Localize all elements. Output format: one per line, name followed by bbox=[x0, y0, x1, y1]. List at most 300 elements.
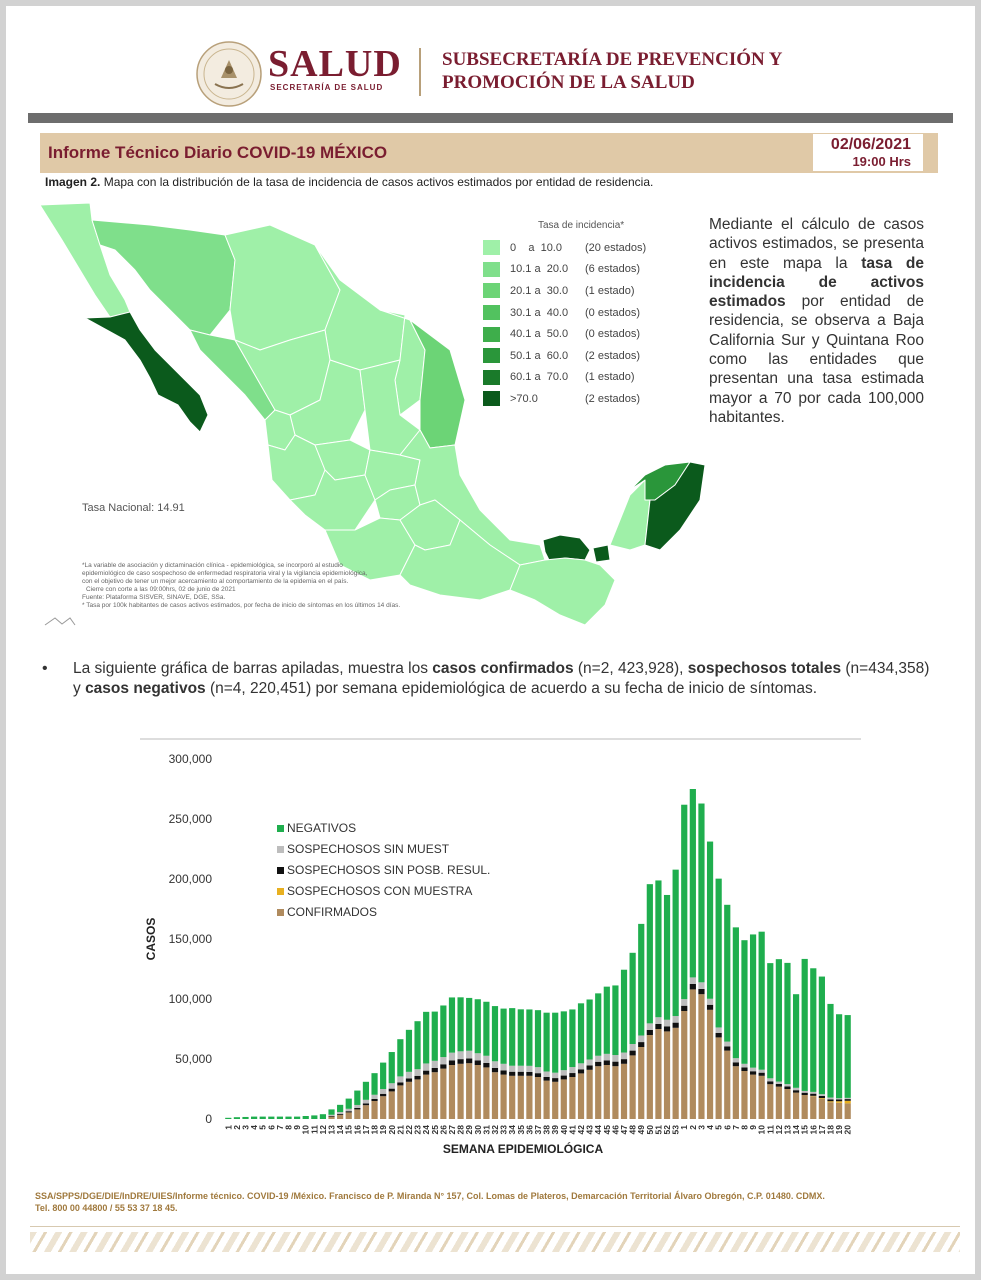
bar-segment bbox=[690, 984, 696, 989]
x-tick-label: 10 bbox=[300, 1125, 311, 1135]
bar-segment bbox=[733, 1062, 739, 1066]
bar-segment bbox=[509, 1076, 515, 1119]
chart-desc-text: (n=2, 423,928), bbox=[573, 660, 688, 677]
bar-segment bbox=[733, 1058, 739, 1062]
bar-segment bbox=[328, 1117, 334, 1119]
x-tick-label: 7 bbox=[730, 1125, 741, 1130]
legend-range: 50.1 a 60.0 bbox=[510, 349, 569, 362]
x-tick-label: 28 bbox=[455, 1125, 466, 1135]
bar-segment bbox=[363, 1100, 369, 1104]
bar-segment bbox=[260, 1117, 266, 1119]
x-tick-label: 17 bbox=[816, 1125, 827, 1135]
bar-segment bbox=[673, 1023, 679, 1028]
bar-segment bbox=[423, 1075, 429, 1119]
bar-segment bbox=[673, 1016, 679, 1023]
legend-swatch bbox=[483, 240, 500, 255]
bar-segment bbox=[311, 1115, 317, 1119]
bar-segment bbox=[621, 1053, 627, 1060]
bar-segment bbox=[432, 1061, 438, 1068]
bar-segment bbox=[544, 1071, 550, 1076]
bar-segment bbox=[612, 1055, 618, 1062]
legend-swatch bbox=[483, 305, 500, 320]
bar-segment bbox=[827, 1098, 833, 1100]
legend-row bbox=[483, 259, 646, 281]
bar-segment bbox=[810, 1092, 816, 1094]
x-tick-label: 47 bbox=[619, 1125, 630, 1135]
bar-segment bbox=[836, 1098, 842, 1099]
bar-segment bbox=[457, 1059, 463, 1064]
map-note: con el objetivo de tener un mejor acercamiento al comportamiento de la epidemia en el país. bbox=[82, 578, 349, 585]
bar-segment bbox=[741, 1071, 747, 1119]
x-tick-label: 32 bbox=[489, 1125, 500, 1135]
x-tick-label: 9 bbox=[292, 1125, 303, 1130]
bar-segment bbox=[664, 1026, 670, 1031]
bar-segment bbox=[621, 1059, 627, 1064]
bar-segment bbox=[328, 1115, 334, 1116]
x-tick-label: 7 bbox=[274, 1125, 285, 1130]
bar-segment bbox=[587, 1070, 593, 1119]
x-tick-label: 6 bbox=[722, 1125, 733, 1130]
legend-range: 20.1 a 30.0 bbox=[510, 284, 569, 297]
bar-segment bbox=[346, 1099, 352, 1109]
x-tick-label: 1 bbox=[223, 1125, 234, 1130]
footer-pattern bbox=[30, 1232, 960, 1252]
x-tick-label: 8 bbox=[739, 1125, 750, 1130]
bar-segment bbox=[440, 1057, 446, 1064]
bar-segment bbox=[784, 963, 790, 1084]
bar-segment bbox=[767, 1084, 773, 1119]
bar-segment bbox=[414, 1069, 420, 1076]
x-tick-label: 42 bbox=[576, 1125, 587, 1135]
map-legend-title: Tasa de incidencia* bbox=[538, 220, 625, 231]
bar-segment bbox=[544, 1013, 550, 1072]
bar-segment bbox=[638, 924, 644, 1036]
bar-segment bbox=[647, 884, 653, 1023]
x-tick-label: 4 bbox=[705, 1125, 716, 1130]
x-tick-label: 14 bbox=[335, 1125, 346, 1135]
bar-segment bbox=[604, 1054, 610, 1061]
bar-segment bbox=[741, 940, 747, 1064]
bar-segment bbox=[569, 1077, 575, 1119]
x-tick-label: 12 bbox=[773, 1125, 784, 1135]
bar-segment bbox=[612, 1062, 618, 1067]
chart-description bbox=[73, 659, 935, 698]
bar-segment bbox=[535, 1067, 541, 1073]
bar-segment bbox=[569, 1073, 575, 1077]
bar-segment bbox=[802, 1093, 808, 1095]
bar-segment bbox=[741, 1064, 747, 1068]
bar-segment bbox=[552, 1082, 558, 1119]
legend-swatch bbox=[483, 262, 500, 277]
government-seal-icon bbox=[195, 40, 263, 108]
chart-desc-bold: casos confirmados bbox=[432, 660, 574, 677]
legend-count: (0 estados) bbox=[585, 328, 641, 341]
bar-segment bbox=[836, 1099, 842, 1101]
bar-segment bbox=[802, 1095, 808, 1119]
bar-segment bbox=[328, 1116, 334, 1117]
x-tick-label: 2 bbox=[687, 1125, 698, 1130]
bar-segment bbox=[518, 1072, 524, 1076]
chart-desc-bold: casos negativos bbox=[85, 679, 206, 697]
bar-segment bbox=[655, 1029, 661, 1119]
bar-segment bbox=[647, 1030, 653, 1035]
bar-segment bbox=[440, 1064, 446, 1068]
x-tick-label: 50 bbox=[644, 1125, 655, 1135]
legend-count: (1 estado) bbox=[585, 371, 635, 384]
legend-row bbox=[483, 323, 646, 345]
x-tick-label: 34 bbox=[507, 1125, 518, 1135]
chart-legend-label: CONFIRMADOS bbox=[287, 905, 377, 919]
bar-segment bbox=[681, 999, 687, 1006]
bar-segment bbox=[681, 1011, 687, 1119]
bar-segment bbox=[698, 994, 704, 1119]
x-tick-label: 24 bbox=[421, 1125, 432, 1135]
bar-segment bbox=[354, 1108, 360, 1109]
x-tick-label: 5 bbox=[257, 1125, 268, 1130]
x-tick-label: 20 bbox=[842, 1125, 853, 1135]
legend-count: (6 estados) bbox=[585, 263, 641, 276]
bar-segment bbox=[544, 1081, 550, 1119]
legend-swatch bbox=[483, 370, 500, 385]
bar-segment bbox=[630, 953, 636, 1044]
x-tick-label: 9 bbox=[748, 1125, 759, 1130]
bar-segment bbox=[724, 1051, 730, 1119]
bar-segment bbox=[587, 1065, 593, 1069]
bar-segment bbox=[363, 1105, 369, 1119]
bar-segment bbox=[303, 1116, 309, 1119]
map-note: epidemiológico de caso sospechoso de enfermedad respiratoria viral y la vigilancia epidemiológica, bbox=[82, 570, 368, 577]
bar-segment bbox=[810, 968, 816, 1092]
map-note: Cierre con corte a las 09:00hrs, 02 de junio de 2021 bbox=[86, 586, 236, 593]
legend-range: 60.1 a 70.0 bbox=[510, 371, 569, 384]
bar-segment bbox=[389, 1052, 395, 1083]
bar-segment bbox=[750, 934, 756, 1067]
map-scale-icon bbox=[45, 618, 75, 625]
bar-segment bbox=[578, 1069, 584, 1073]
x-tick-label: 52 bbox=[662, 1125, 673, 1135]
bar-segment bbox=[604, 1060, 610, 1065]
bar-segment bbox=[630, 1055, 636, 1119]
bar-segment bbox=[784, 1086, 790, 1089]
bar-segment bbox=[380, 1063, 386, 1089]
bar-segment bbox=[767, 963, 773, 1078]
map-state-baja-california bbox=[40, 203, 130, 317]
bar-segment bbox=[320, 1114, 326, 1119]
x-tick-label: 18 bbox=[369, 1125, 380, 1135]
bar-segment bbox=[819, 1099, 825, 1119]
bar-segment bbox=[845, 1099, 851, 1101]
bar-segment bbox=[750, 1071, 756, 1074]
bar-segment bbox=[449, 997, 455, 1052]
bar-segment bbox=[561, 1070, 567, 1075]
footer-divider bbox=[30, 1226, 960, 1227]
bar-segment bbox=[707, 999, 713, 1005]
bar-segment bbox=[776, 959, 782, 1081]
legend-count: (2 estados) bbox=[585, 349, 641, 362]
x-tick-label: 19 bbox=[378, 1125, 389, 1135]
bar-segment bbox=[587, 1059, 593, 1065]
bar-segment bbox=[406, 1072, 412, 1079]
x-tick-label: 15 bbox=[343, 1125, 354, 1135]
x-tick-label: 16 bbox=[808, 1125, 819, 1135]
x-tick-label: 39 bbox=[550, 1125, 561, 1135]
bar-segment bbox=[802, 959, 808, 1091]
legend-row bbox=[483, 388, 646, 410]
legend-count: (2 estados) bbox=[585, 392, 641, 405]
x-tick-label: 44 bbox=[593, 1125, 604, 1135]
legend-count: (20 estados) bbox=[585, 241, 647, 254]
y-tick-label: 100,000 bbox=[168, 992, 212, 1006]
bar-segment bbox=[371, 1073, 377, 1095]
bar-segment bbox=[337, 1114, 343, 1115]
bar-segment bbox=[819, 1098, 825, 1099]
bar-segment bbox=[741, 1067, 747, 1071]
bar-segment bbox=[793, 1088, 799, 1090]
bar-segment bbox=[673, 1028, 679, 1119]
y-tick-label: 50,000 bbox=[175, 1052, 212, 1066]
bar-segment bbox=[346, 1112, 352, 1119]
x-tick-label: 17 bbox=[360, 1125, 371, 1135]
legend-row bbox=[483, 280, 646, 302]
bar-segment bbox=[552, 1073, 558, 1078]
x-tick-label: 8 bbox=[283, 1125, 294, 1130]
bar-segment bbox=[707, 1005, 713, 1010]
bar-segment bbox=[664, 1020, 670, 1027]
bar-segment bbox=[535, 1073, 541, 1077]
map-description-text-1: Mediante el cálculo de casos activos estimados, se presenta en este mapa la bbox=[709, 216, 924, 272]
bar-segment bbox=[819, 1096, 825, 1098]
bar-segment bbox=[328, 1109, 334, 1114]
bar-segment bbox=[630, 1044, 636, 1051]
x-tick-label: 35 bbox=[515, 1125, 526, 1135]
x-tick-label: 38 bbox=[541, 1125, 552, 1135]
bar-segment bbox=[759, 1073, 765, 1076]
bar-segment bbox=[234, 1117, 240, 1119]
bar-segment bbox=[595, 1056, 601, 1062]
bar-segment bbox=[767, 1078, 773, 1081]
y-tick-label: 150,000 bbox=[168, 932, 212, 946]
x-tick-label: 29 bbox=[464, 1125, 475, 1135]
bar-segment bbox=[457, 1051, 463, 1059]
map-note: Fuente: Plataforma SISVER, SINAVE, DGE, SSa. bbox=[82, 594, 226, 601]
bar-segment bbox=[457, 997, 463, 1051]
bar-segment bbox=[698, 982, 704, 989]
bar-segment bbox=[827, 1099, 833, 1101]
bar-segment bbox=[397, 1085, 403, 1119]
x-tick-label: 13 bbox=[782, 1125, 793, 1135]
bar-segment bbox=[371, 1101, 377, 1119]
x-tick-label: 12 bbox=[317, 1125, 328, 1135]
bar-segment bbox=[655, 880, 661, 1017]
bar-segment bbox=[414, 1021, 420, 1069]
bar-segment bbox=[827, 1004, 833, 1098]
bar-segment bbox=[664, 1031, 670, 1119]
bar-segment bbox=[621, 1064, 627, 1119]
bar-segment bbox=[647, 1023, 653, 1030]
bar-segment bbox=[810, 1096, 816, 1119]
x-tick-label: 26 bbox=[438, 1125, 449, 1135]
bullet-icon: • bbox=[42, 660, 48, 677]
legend-row bbox=[483, 237, 646, 259]
footer bbox=[35, 1190, 945, 1214]
legend-row bbox=[483, 345, 646, 367]
x-tick-label: 15 bbox=[799, 1125, 810, 1135]
bar-segment bbox=[337, 1105, 343, 1112]
bar-segment bbox=[630, 1051, 636, 1056]
map-note: *La variable de asociación y dictaminación clínica - epidemiológica, se incorporó al estudio bbox=[82, 562, 343, 569]
legend-range: >70.0 bbox=[510, 392, 538, 405]
legend-swatch bbox=[483, 327, 500, 342]
bar-segment bbox=[587, 999, 593, 1059]
chart-legend-label: NEGATIVOS bbox=[287, 821, 357, 835]
map-legend bbox=[483, 220, 646, 410]
x-tick-label: 19 bbox=[834, 1125, 845, 1135]
bar-segment bbox=[483, 1063, 489, 1067]
bar-segment bbox=[673, 870, 679, 1016]
bar-segment bbox=[526, 1076, 532, 1119]
bar-segment bbox=[406, 1030, 412, 1072]
bar-segment bbox=[552, 1013, 558, 1073]
bar-segment bbox=[526, 1009, 532, 1065]
x-tick-label: 45 bbox=[601, 1125, 612, 1135]
bar-segment bbox=[440, 1005, 446, 1057]
bar-segment bbox=[466, 1063, 472, 1119]
legend-swatch bbox=[483, 348, 500, 363]
chart-desc-text: (n=4, 220,451) por semana epidemiológica de acuerdo a su fecha de inicio de síntomas. bbox=[205, 679, 818, 697]
bar-segment bbox=[371, 1099, 377, 1101]
bar-segment bbox=[827, 1102, 833, 1119]
bar-segment bbox=[776, 1087, 782, 1119]
x-tick-label: 20 bbox=[386, 1125, 397, 1135]
legend-count: (1 estado) bbox=[585, 284, 635, 297]
bar-segment bbox=[595, 993, 601, 1055]
bar-segment bbox=[432, 1068, 438, 1072]
bar-segment bbox=[483, 1056, 489, 1063]
bar-segment bbox=[380, 1096, 386, 1119]
x-tick-label: 4 bbox=[249, 1125, 260, 1130]
legend-range: 0 a 10.0 bbox=[510, 241, 562, 254]
bar-segment bbox=[733, 1066, 739, 1119]
chart-desc-text: La siguiente gráfica de barras apiladas, muestra los bbox=[73, 660, 433, 677]
bar-segment bbox=[690, 789, 696, 977]
bar-segment bbox=[561, 1011, 567, 1070]
bar-segment bbox=[569, 1067, 575, 1073]
bar-segment bbox=[690, 989, 696, 1119]
bar-segment bbox=[389, 1083, 395, 1088]
bar-segment bbox=[423, 1063, 429, 1070]
x-tick-label: 36 bbox=[524, 1125, 535, 1135]
bar-segment bbox=[716, 879, 722, 1028]
bar-segment bbox=[509, 1008, 515, 1066]
bar-segment bbox=[793, 994, 799, 1088]
bar-segment bbox=[776, 1084, 782, 1087]
subsecretaria-title bbox=[442, 48, 782, 94]
bar-segment bbox=[500, 1075, 506, 1119]
bar-segment bbox=[681, 805, 687, 999]
x-tick-label: 1 bbox=[679, 1125, 690, 1130]
x-tick-label: 5 bbox=[713, 1125, 724, 1130]
bar-segment bbox=[793, 1090, 799, 1092]
map-state-chiapas bbox=[510, 558, 615, 625]
bar-segment bbox=[406, 1078, 412, 1081]
bar-segment bbox=[380, 1094, 386, 1096]
bar-segment bbox=[604, 987, 610, 1054]
brand-title: SALUD bbox=[268, 43, 402, 85]
x-tick-label: 16 bbox=[352, 1125, 363, 1135]
x-tick-label: 31 bbox=[481, 1125, 492, 1135]
bar-segment bbox=[638, 1035, 644, 1042]
bar-segment bbox=[509, 1072, 515, 1076]
legend-range: 40.1 a 50.0 bbox=[510, 328, 569, 341]
bar-segment bbox=[836, 1101, 842, 1103]
bar-segment bbox=[457, 1064, 463, 1119]
map-state-tabasco-east bbox=[593, 545, 610, 562]
bar-segment bbox=[724, 1042, 730, 1047]
x-tick-label: 25 bbox=[429, 1125, 440, 1135]
bar-segment bbox=[449, 1060, 455, 1065]
bar-segment bbox=[655, 1024, 661, 1029]
bar-segment bbox=[578, 1003, 584, 1063]
bar-segment bbox=[371, 1095, 377, 1099]
bar-segment bbox=[784, 1084, 790, 1086]
bar-segment bbox=[500, 1070, 506, 1074]
bar-segment bbox=[423, 1071, 429, 1075]
bar-segment bbox=[509, 1066, 515, 1072]
bar-segment bbox=[836, 1014, 842, 1098]
bar-segment bbox=[466, 1051, 472, 1059]
bar-segment bbox=[500, 1009, 506, 1064]
bar-segment bbox=[518, 1009, 524, 1065]
bar-segment bbox=[354, 1109, 360, 1119]
bar-segment bbox=[612, 1066, 618, 1119]
bar-segment bbox=[621, 970, 627, 1053]
bar-segment bbox=[449, 1065, 455, 1119]
bar-segment bbox=[845, 1101, 851, 1104]
legend-range: 10.1 a 20.0 bbox=[510, 263, 569, 276]
chart-desc-text: (n=434,358) y bbox=[73, 660, 930, 697]
legend-swatch bbox=[483, 391, 500, 406]
bar-segment bbox=[716, 1027, 722, 1032]
chart-legend-swatch bbox=[277, 867, 284, 874]
bar-segment bbox=[750, 1068, 756, 1072]
chart-legend-label: SOSPECHOSOS SIN MUEST bbox=[287, 842, 450, 856]
bar-segment bbox=[716, 1033, 722, 1038]
bar-segment bbox=[225, 1118, 231, 1119]
bar-segment bbox=[845, 1015, 851, 1098]
bar-segment bbox=[802, 1091, 808, 1093]
report-date-box bbox=[813, 134, 923, 171]
bar-segment bbox=[337, 1112, 343, 1114]
brand-subtitle: SECRETARÍA DE SALUD bbox=[270, 83, 384, 92]
bar-segment bbox=[698, 989, 704, 994]
x-axis-label: SEMANA EPIDEMIOLÓGICA bbox=[442, 1142, 604, 1156]
bar-segment bbox=[440, 1069, 446, 1119]
bar-segment bbox=[604, 1065, 610, 1119]
legend-count: (0 estados) bbox=[585, 306, 641, 319]
bar-segment bbox=[698, 804, 704, 983]
chart-legend-swatch bbox=[277, 909, 284, 916]
bar-segment bbox=[389, 1091, 395, 1119]
bar-segment bbox=[733, 927, 739, 1058]
bar-segment bbox=[535, 1077, 541, 1119]
bar-segment bbox=[492, 1006, 498, 1061]
bar-segment bbox=[784, 1089, 790, 1119]
bar-segment bbox=[724, 1046, 730, 1050]
footer-line-2: Tel. 800 00 44800 / 55 53 37 18 45. bbox=[35, 1203, 178, 1213]
bar-segment bbox=[759, 932, 765, 1070]
bar-segment bbox=[561, 1079, 567, 1119]
bar-segment bbox=[466, 998, 472, 1051]
